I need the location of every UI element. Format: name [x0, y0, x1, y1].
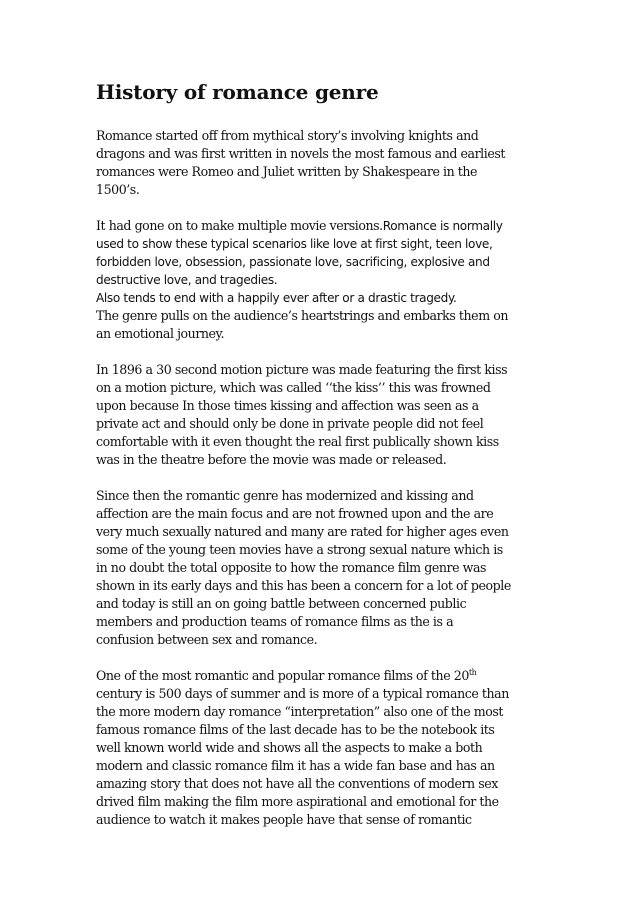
paragraph-modern-genre — [96, 487, 546, 649]
text-line: forbidden love, obsession, passionate love, sacrificing, explosive and — [96, 255, 490, 269]
text-line: members and production teams of romance films as the is a — [96, 614, 454, 629]
text-line: destructive love, and tragedies. — [96, 273, 278, 287]
paragraph-popular-films — [96, 667, 546, 829]
paragraph-origins — [96, 127, 546, 199]
text-line: 1500’s. — [96, 182, 140, 197]
text-line — [96, 667, 546, 685]
text-line: confusion between sex and romance. — [96, 632, 318, 647]
paragraph-movie-versions — [96, 217, 546, 343]
paragraph-first-kiss — [96, 361, 546, 469]
text-line: and today is still an on going battle between concerned public — [96, 596, 467, 611]
text-line: famous romance films of the last decade has to be the notebook its — [96, 722, 495, 737]
text-line: modern and classic romance film it has a wide fan base and has an — [96, 758, 495, 773]
text-line: the more modern day romance “interpretation” also one of the most — [96, 704, 504, 719]
text-line: The genre pulls on the audience’s heartstrings and embarks them on — [96, 308, 509, 323]
text-line: on a motion picture, which was called ‘‘the kiss’’ this was frowned — [96, 380, 491, 395]
document-body — [96, 79, 546, 847]
text-line: comfortable with it even thought the real first publically shown kiss — [96, 434, 499, 449]
text-line: affection are the main focus and are not frowned upon and the are — [96, 506, 494, 521]
text-line: century is 500 days of summer and is more of a typical romance than — [96, 686, 509, 701]
text-line: romances were Romeo and Juliet written by Shakespeare in the — [96, 164, 478, 179]
ordinal-suffix: th — [468, 667, 477, 677]
text-line: Since then the romantic genre has modernized and kissing and — [96, 488, 474, 503]
text-line: was in the theatre before the movie was made or released. — [96, 452, 447, 467]
text-segment: Romance is normally — [382, 219, 503, 233]
text-line: In 1896 a 30 second motion picture was made featuring the first kiss — [96, 362, 508, 377]
text-line: amazing story that does not have all the conventions of modern sex — [96, 776, 498, 791]
text-line: private act and should only be done in private people did not feel — [96, 416, 484, 431]
text-line: some of the young teen movies have a strong sexual nature which is — [96, 542, 503, 557]
page-title: History of romance genre — [96, 80, 379, 104]
text-line: shown in its early days and this has been a concern for a lot of people — [96, 578, 511, 593]
text-line: used to show these typical scenarios like love at first sight, teen love, — [96, 237, 493, 251]
text-line: an emotional journey. — [96, 326, 225, 341]
text-line: upon because In those times kissing and affection was seen as a — [96, 398, 479, 413]
text-line: dragons and was first written in novels the most famous and earliest — [96, 146, 505, 161]
text-line: Romance started off from mythical story’s involving knights and — [96, 128, 479, 143]
text-line: well known world wide and shows all the aspects to make a both — [96, 740, 483, 755]
text-line: audience to watch it makes people have that sense of romantic — [96, 812, 472, 827]
text-line: in no doubt the total opposite to how the romance film genre was — [96, 560, 487, 575]
text-line: drived film making the film more aspirational and emotional for the — [96, 794, 499, 809]
text-segment: One of the most romantic and popular romance films of the 20 — [96, 668, 469, 683]
text-line: Also tends to end with a happily ever after or a drastic tragedy. — [96, 291, 457, 305]
text-line — [96, 217, 546, 235]
text-line: very much sexually natured and many are rated for higher ages even — [96, 524, 509, 539]
text-segment: It had gone on to make multiple movie versions. — [96, 218, 383, 233]
